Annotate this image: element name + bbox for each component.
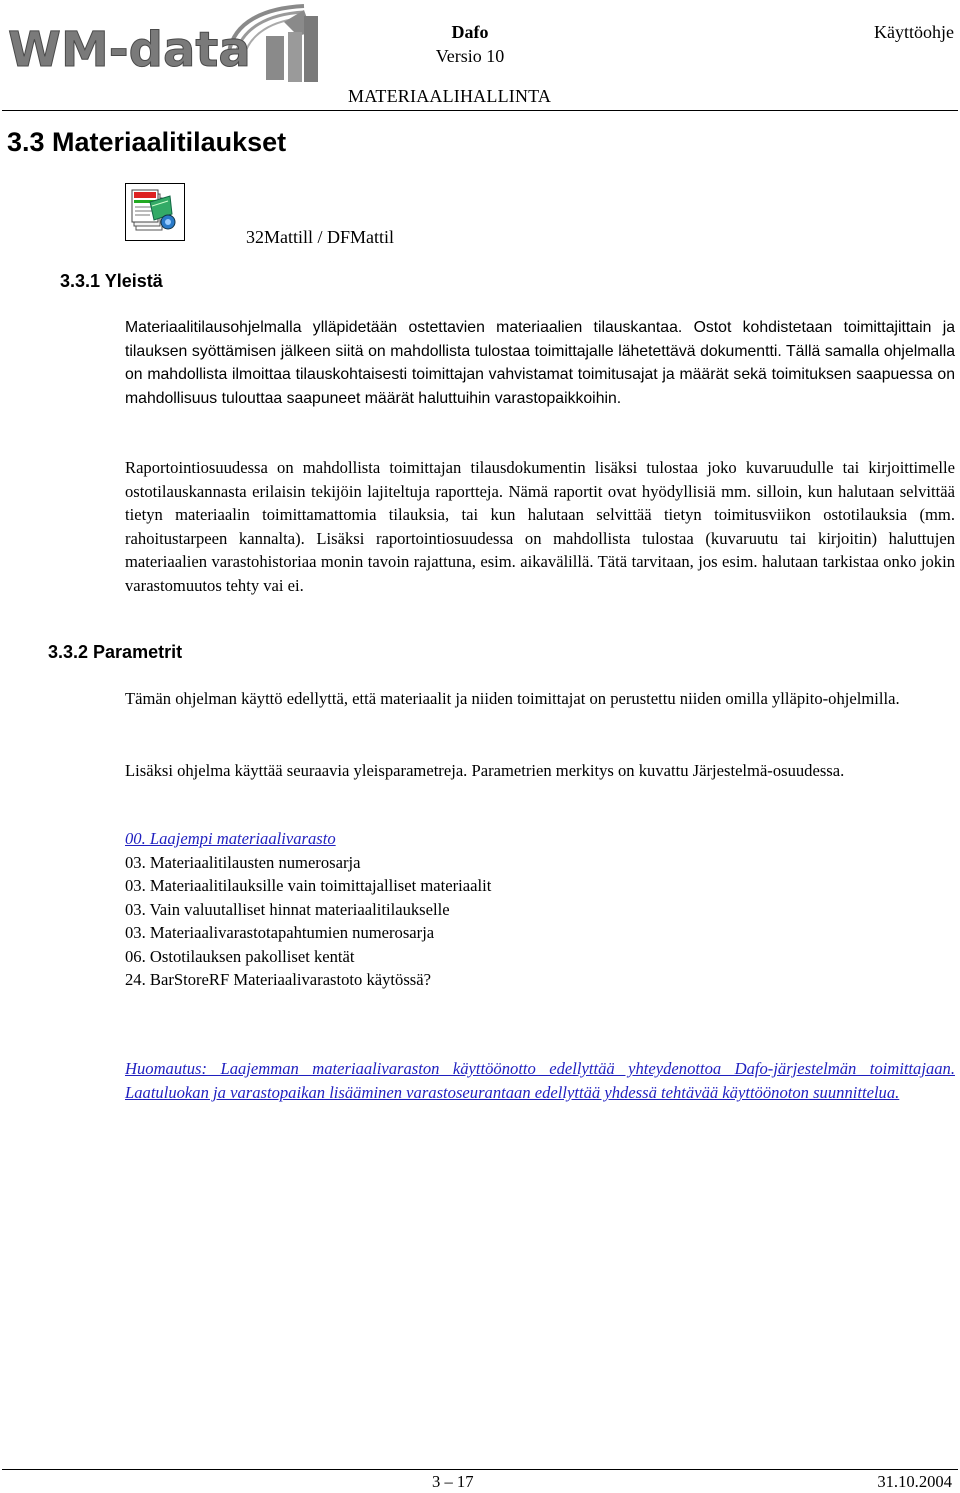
logo-graphic (4, 2, 326, 98)
footer-divider (2, 1469, 958, 1470)
header-version: Versio 10 (435, 46, 505, 66)
yleista-paragraph-2: Raportointiosuudessa on mahdollista toimittajan tilausdokumentin lisäksi tulostaa joko kuvaruudulle tai kirjoittimelle ostotilauskannasta erilaisin tekijöin lajiteltuja raportteja. Nämä raportit ovat hyödyllisiä mm. silloin, kun halutaan selvittää tietyn materiaalin toimittamattomia tilauksia, tai kun halutaan selvittää tietyn toimitusviikon ostotilauksia (mm. rahoitustarpeen kannalta). Lisäksi raportointiosuudessa on mahdollista tulostaa (kuvaruutu tai kirjoitin) haluttujen materiaalien varastohistoriaa monin tavoin rajattuna, esim. aikavälillä. Tätä tarvitaan, jos esim. halutaan tarkistaa onko jokin varastomuutos tehty vai ei. (125, 458, 955, 595)
header-doc-type: Käyttöohje (874, 22, 954, 42)
header-section: MATERIAALIHALLINTA (348, 86, 552, 106)
order-documents-icon (125, 183, 185, 241)
section-heading-yleista: 3.3.1 Yleistä (60, 271, 163, 291)
parameter-item: 03. Materiaalitilauksille vain toimittajalliset materiaalit (125, 876, 492, 895)
wm-data-logo (4, 2, 326, 98)
parameter-item: 03. Materiaalivarastotapahtumien numerosarja (125, 923, 435, 942)
parameter-item: 24. BarStoreRF Materiaalivarastoto käytössä? (125, 970, 431, 989)
parameter-list (125, 827, 491, 992)
footer-date: 31.10.2004 (877, 1472, 952, 1491)
parameter-item: 03. Materiaalitilausten numerosarja (125, 852, 361, 872)
page-title: 3.3 Materiaalitilaukset (7, 127, 287, 157)
parametrit-paragraph-2: Lisäksi ohjelma käyttää seuraavia yleisparametreja. Parametrien merkitys on kuvattu Järjestelmä-osuudessa. (125, 761, 845, 780)
parameter-link-laajempi-materiaalivarasto[interactable]: 00. Laajempi materiaalivarasto (125, 829, 336, 848)
note-link[interactable]: Huomautus: Laajemman materiaalivaraston käyttöönotto edellyttää yhteydenottoa Dafo-järjestelmän toimittajaan. Laatuluokan ja varastopaikan lisääminen varastoseurantaan edellyttää yhdessä tehtävää käyttöönoton suunnittelua. (125, 1059, 955, 1102)
program-names: 32Mattill / DFMattil (246, 227, 395, 247)
section-heading-parametrit: 3.3.2 Parametrit (48, 642, 183, 662)
yleista-paragraph-1: Materiaalitilausohjelmalla ylläpidetään ostettavien materiaalien tilauskantaa. Ostot kohdistetaan toimittajittain ja tilauksen syöttämisen jälkeen siitä on mahdollista tulostaa toimittajalle lähetettävä dokumentti. Tällä samalla ohjelmalla on mahdollista ilmoittaa tilauskohtaisesti toimittajan vahvistamat toimitusajat ja määrät sekä toimituksen saapuessa on mahdollisuus tulouttaa saapuneet määrät haluttuihin varastopaikkoihin. (125, 319, 955, 407)
parameter-item: 03. Vain valuutalliset hinnat materiaalitilaukselle (125, 899, 450, 919)
svg-text:WM-data: WM-data (8, 22, 251, 78)
footer-page-number: 3 – 17 (432, 1472, 474, 1491)
header-divider (2, 110, 958, 111)
header-app-name: Dafo (451, 22, 489, 42)
parametrit-paragraph-1: Tämän ohjelman käyttö edellyttä, että materiaalit ja niiden toimittajat on perustettu niiden omilla ylläpito-ohjelmilla. (125, 689, 900, 708)
parameter-item: 06. Ostotilauksen pakolliset kentät (125, 946, 355, 966)
